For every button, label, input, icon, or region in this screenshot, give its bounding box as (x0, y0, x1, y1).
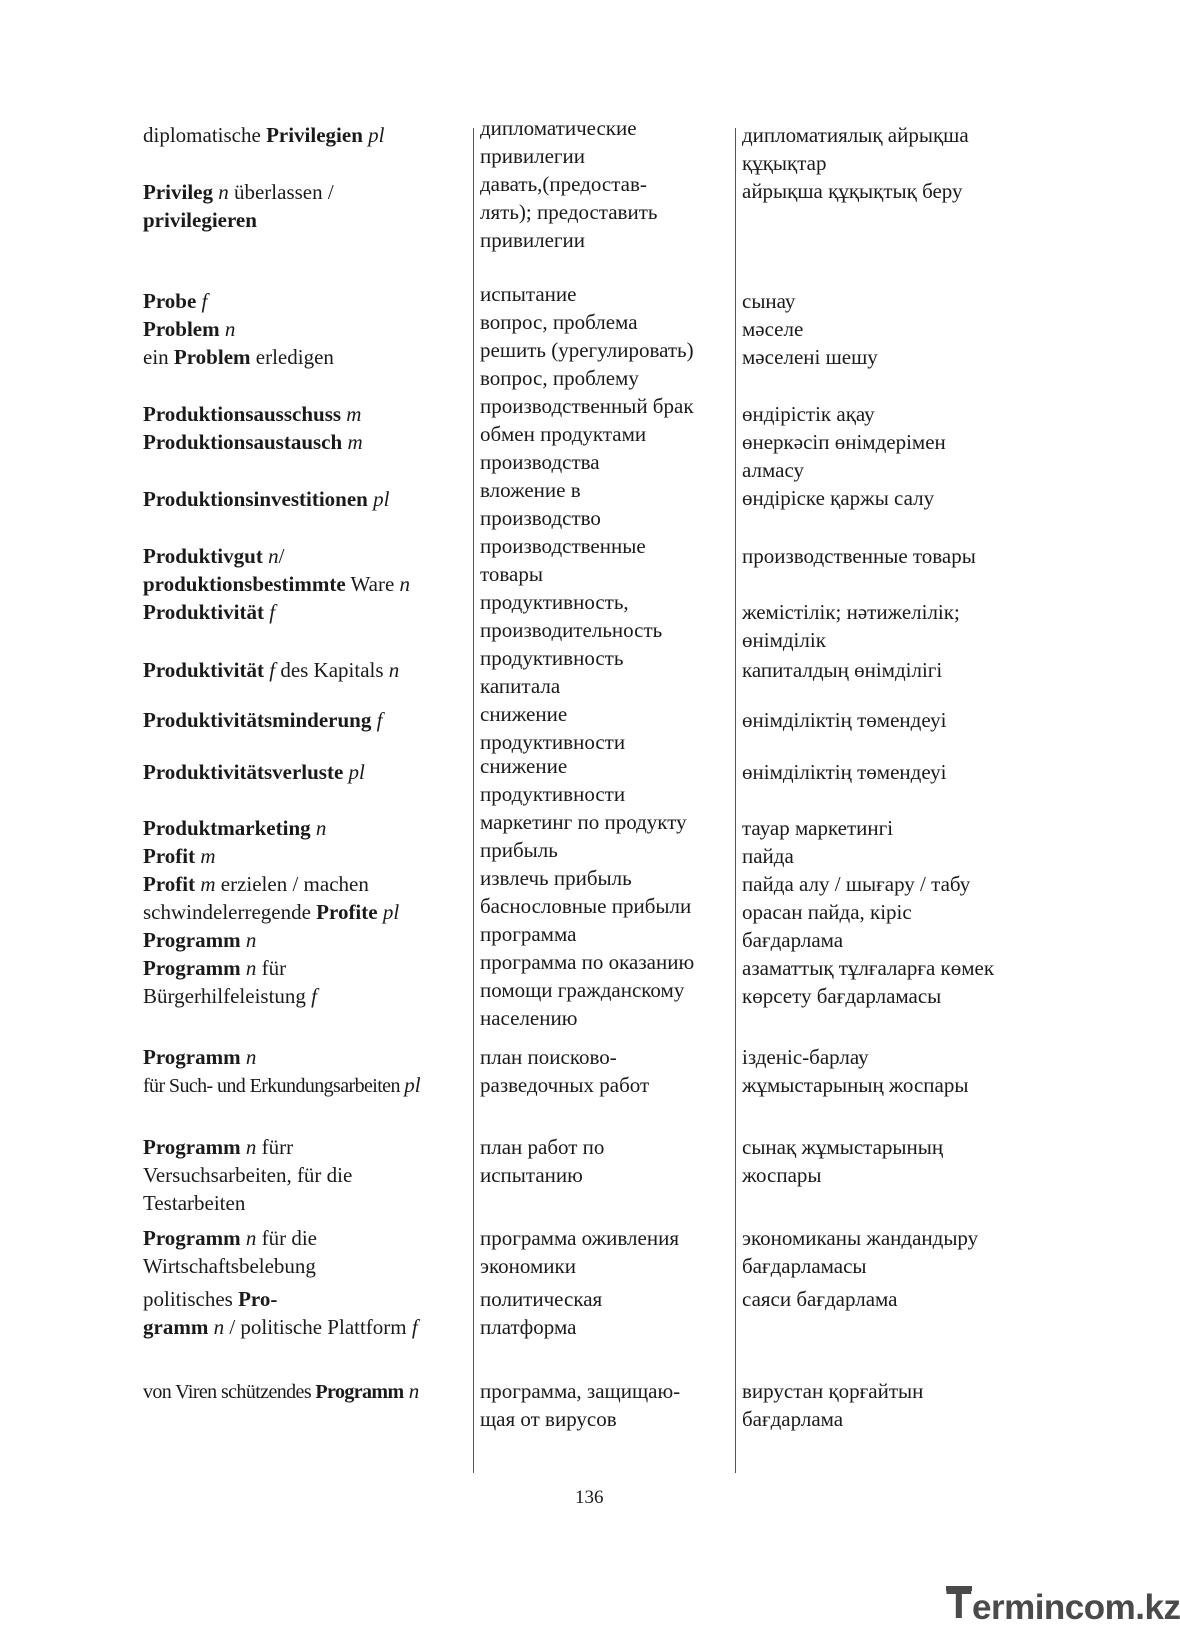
gender-mark: f (311, 984, 318, 1008)
headword: Produktivität (143, 600, 264, 624)
kazakh-translation-line: дипломатиялық айрықша (742, 123, 969, 147)
russian-translation-line: продуктивность (480, 646, 624, 670)
german-term-line (143, 1314, 418, 1340)
gender-mark: f (411, 1315, 418, 1339)
kazakh-translation-line: құқықтар (742, 151, 827, 175)
russian-translation-line: программа (480, 922, 577, 946)
term-text: für die (256, 1226, 317, 1250)
german-term-line (143, 1044, 256, 1070)
headword: Profit (143, 872, 196, 896)
kazakh-translation-line: алмасу (742, 458, 804, 482)
headword: Programm (315, 1381, 404, 1403)
russian-translation-line: снижение (480, 702, 568, 726)
gender-mark: m (346, 402, 362, 426)
gender-mark: m (200, 844, 216, 868)
gender-mark: n (245, 1135, 257, 1159)
kazakh-translation-line: өнеркәсіп өнімдерімен (742, 430, 946, 454)
german-term-line (143, 759, 365, 785)
russian-translation-line: испытание (480, 282, 577, 306)
headword: Profit (143, 844, 196, 868)
gender-mark: n (245, 928, 257, 952)
headword: produktionsbestimmte (143, 572, 346, 596)
russian-translation-line: баснословные прибыли (480, 894, 692, 918)
german-term-line (143, 899, 399, 925)
russian-translation-line: разведочных работ (480, 1073, 650, 1097)
kazakh-translation-line: сынау (742, 289, 796, 313)
headword: Profite (316, 900, 378, 924)
headword: Produktivität (143, 658, 264, 682)
german-term-line (143, 707, 382, 733)
headword: Produktionsinvestitionen (143, 487, 368, 511)
headword: Pro- (238, 1287, 278, 1311)
gender-mark: n (245, 956, 257, 980)
russian-translation-line: план работ по (480, 1135, 605, 1159)
gender-mark: f (269, 600, 276, 624)
russian-translation-line: программа, защищаю- (480, 1379, 681, 1403)
russian-translation-line: обмен продуктами (480, 422, 647, 446)
kazakh-translation-line: бағдарлама (742, 1407, 844, 1431)
russian-translation-line: давать,(предостав- (480, 172, 647, 196)
kazakh-translation-line: бағдарламасы (742, 1254, 867, 1278)
russian-translation-line: лять); предоставить (480, 200, 658, 224)
german-term-line (143, 599, 275, 625)
gender-mark: f (376, 708, 383, 732)
russian-translation-line: извлечь прибыль (480, 866, 632, 890)
kazakh-translation-line: өнімділіктің төмендеуі (742, 760, 947, 784)
german-term-line (143, 955, 286, 981)
gender-mark: n (315, 816, 327, 840)
kazakh-translation-line: орасан пайда, кіріс (742, 900, 912, 924)
kazakh-translation-line: жемістілік; нәтижелілік; (742, 600, 960, 624)
russian-translation-line: продуктивности (480, 782, 626, 806)
headword: Probe (143, 289, 197, 313)
german-term-line (143, 207, 257, 233)
term-text: Wirtschaftsbelebung (143, 1254, 316, 1278)
headword: Produktivitätsverluste (143, 760, 344, 784)
gender-mark: m (200, 872, 216, 896)
russian-translation-line: помощи гражданскому (480, 978, 685, 1002)
headword: Programm (143, 1226, 241, 1250)
term-text: politisches (143, 1287, 239, 1311)
russian-translation-line: вложение в (480, 478, 581, 502)
german-term-line (143, 1286, 277, 1312)
term-text: ein (143, 345, 174, 369)
headword: Problem (143, 317, 220, 341)
headword: Produktivitätsminderung (143, 708, 372, 732)
german-term-line (143, 316, 235, 342)
kazakh-translation-line: пайда (742, 844, 794, 868)
russian-translation-line: программа по оказанию (480, 950, 695, 974)
headword: Problem (173, 345, 251, 369)
kazakh-translation-line: азаматтық тұлғаларға көмек (742, 956, 995, 980)
term-text: erzielen / machen (215, 872, 369, 896)
term-text: für Such- und Erkundungsarbeiten (143, 1075, 405, 1097)
kazakh-translation-line: өндіріске қаржы салу (742, 486, 935, 510)
headword: Programm (143, 928, 241, 952)
column-divider-left (473, 128, 474, 1473)
term-text: / (278, 544, 285, 568)
gender-mark: pl (373, 487, 390, 511)
term-text: Bürgerhilfeleistung (143, 984, 312, 1008)
german-term-line (143, 344, 334, 370)
gender-mark: n (218, 180, 229, 204)
russian-translation-line: производственные (480, 534, 646, 558)
russian-translation-line: производства (480, 450, 600, 474)
gender-mark: n (408, 1379, 420, 1403)
russian-translation-line: снижение (480, 754, 568, 778)
russian-translation-line: политическая (480, 1287, 603, 1311)
gender-mark: n (388, 658, 400, 682)
german-term-line (143, 543, 284, 569)
russian-translation-line: дипломатические (480, 116, 637, 140)
term-text: für (256, 956, 287, 980)
gender-mark: pl (368, 123, 385, 147)
kazakh-translation-line: айрықша құқықтық беру (742, 179, 963, 203)
russian-translation-line: испытанию (480, 1163, 583, 1187)
headword: Produktionsausschuss (143, 402, 342, 426)
kazakh-translation-line: жұмыстарының жоспары (742, 1073, 969, 1097)
russian-translation-line: производительность (480, 618, 663, 642)
term-text: diplomatische (143, 123, 267, 147)
kazakh-translation-line: мәселе (742, 317, 804, 341)
kazakh-translation-line: жоспары (742, 1163, 822, 1187)
headword: Privilegien (266, 123, 363, 147)
russian-translation-line: маркетинг по продукту (480, 810, 687, 834)
gender-mark: n (399, 572, 411, 596)
term-text: / politische Plattform (224, 1315, 412, 1339)
kazakh-translation-line: вирустан қорғайтын (742, 1379, 924, 1403)
kazakh-translation-line: саяси бағдарлама (742, 1287, 898, 1311)
logo-lead-letter: T (946, 1580, 972, 1627)
german-term-line (143, 1190, 245, 1216)
russian-translation-line: привилегии (480, 228, 586, 252)
german-term-line (143, 1378, 419, 1405)
russian-translation-line: продуктивность, (480, 590, 629, 614)
gender-mark: pl (348, 760, 365, 784)
headword: privilegieren (143, 208, 257, 232)
german-term-line (143, 983, 317, 1009)
headword: Produktmarketing (143, 816, 311, 840)
german-term-line (143, 871, 369, 897)
headword: gramm (143, 1315, 209, 1339)
column-divider-right (735, 128, 736, 1473)
term-text: des Kapitals (275, 658, 389, 682)
russian-translation-line: производство (480, 506, 601, 530)
german-term-line (143, 1072, 421, 1099)
headword: Programm (143, 956, 241, 980)
german-term-line (143, 843, 216, 869)
gender-mark: n (245, 1226, 257, 1250)
german-term-line (143, 815, 326, 841)
kazakh-translation-line: бағдарлама (742, 928, 844, 952)
termincom-logo (946, 1580, 1180, 1627)
russian-translation-line: вопрос, проблему (480, 366, 639, 390)
german-term-line (143, 1253, 316, 1279)
gender-mark: n (245, 1045, 257, 1069)
logo-text: ermincom.kz (972, 1588, 1180, 1627)
german-term-line (143, 1162, 352, 1188)
german-term-line (143, 1225, 317, 1251)
page-number: 136 (575, 1487, 604, 1508)
term-text: von Viren schützendes (143, 1381, 316, 1403)
headword: Programm (143, 1045, 241, 1069)
german-term-line (143, 571, 410, 597)
russian-translation-line: щая от вирусов (480, 1407, 617, 1431)
russian-translation-line: привилегии (480, 144, 586, 168)
gender-mark: n (224, 317, 236, 341)
kazakh-translation-line: мәселені шешу (742, 345, 878, 369)
kazakh-translation-line: производственные товары (742, 544, 976, 568)
russian-translation-line: населению (480, 1006, 578, 1030)
russian-translation-line: программа оживления (480, 1226, 679, 1250)
gender-mark: pl (382, 900, 400, 924)
russian-translation-line: прибыль (480, 838, 558, 862)
gender-mark: n (213, 1315, 225, 1339)
kazakh-translation-line: ізденіс-барлау (742, 1045, 869, 1069)
term-text: überlassen / (228, 180, 334, 204)
headword: Produktivgut (143, 544, 263, 568)
german-term-line (143, 429, 363, 455)
russian-translation-line: платформа (480, 1315, 577, 1339)
headword: Programm (143, 1135, 241, 1159)
headword: Privileg (143, 180, 213, 204)
term-text: schwindelerregende (143, 900, 317, 924)
russian-translation-line: решить (урегулировать) (480, 338, 694, 362)
term-text: Ware (345, 572, 400, 596)
gender-mark: f (269, 658, 276, 682)
russian-translation-line: продуктивности (480, 730, 626, 754)
russian-translation-line: экономики (480, 1254, 576, 1278)
kazakh-translation-line: өндірістік ақау (742, 402, 875, 426)
gender-mark: m (347, 430, 363, 454)
term-text: Testarbeiten (143, 1191, 246, 1215)
kazakh-translation-line: пайда алу / шығару / табу (742, 872, 971, 896)
german-term-line (143, 657, 399, 683)
gender-mark: pl (404, 1073, 421, 1097)
russian-translation-line: капитала (480, 674, 561, 698)
german-term-line (143, 122, 384, 148)
russian-translation-line: вопрос, проблема (480, 310, 638, 334)
kazakh-translation-line: өнімділік (742, 628, 826, 652)
kazakh-translation-line: тауар маркетингі (742, 816, 894, 840)
russian-translation-line: план поисково- (480, 1045, 617, 1069)
german-term-line (143, 179, 334, 205)
german-term-line (143, 486, 389, 512)
german-term-line (143, 1134, 293, 1160)
term-text: fürr (256, 1135, 294, 1159)
kazakh-translation-line: экономиканы жандандыру (742, 1226, 979, 1250)
gender-mark: f (201, 289, 208, 313)
german-term-line (143, 401, 361, 427)
term-text: erledigen (250, 345, 334, 369)
term-text: Versuchsarbeiten, für die (143, 1163, 353, 1187)
german-term-line (143, 288, 207, 314)
kazakh-translation-line: сынақ жұмыстарының (742, 1135, 944, 1159)
kazakh-translation-line: капиталдың өнімділігі (742, 658, 943, 682)
russian-translation-line: производственный брак (480, 394, 694, 418)
headword: Produktionsaustausch (143, 430, 343, 454)
russian-translation-line: товары (480, 562, 543, 586)
german-term-line (143, 927, 256, 953)
gender-mark: n (268, 544, 279, 568)
kazakh-translation-line: өнімділіктің төмендеуі (742, 708, 947, 732)
kazakh-translation-line: көрсету бағдарламасы (742, 984, 942, 1008)
